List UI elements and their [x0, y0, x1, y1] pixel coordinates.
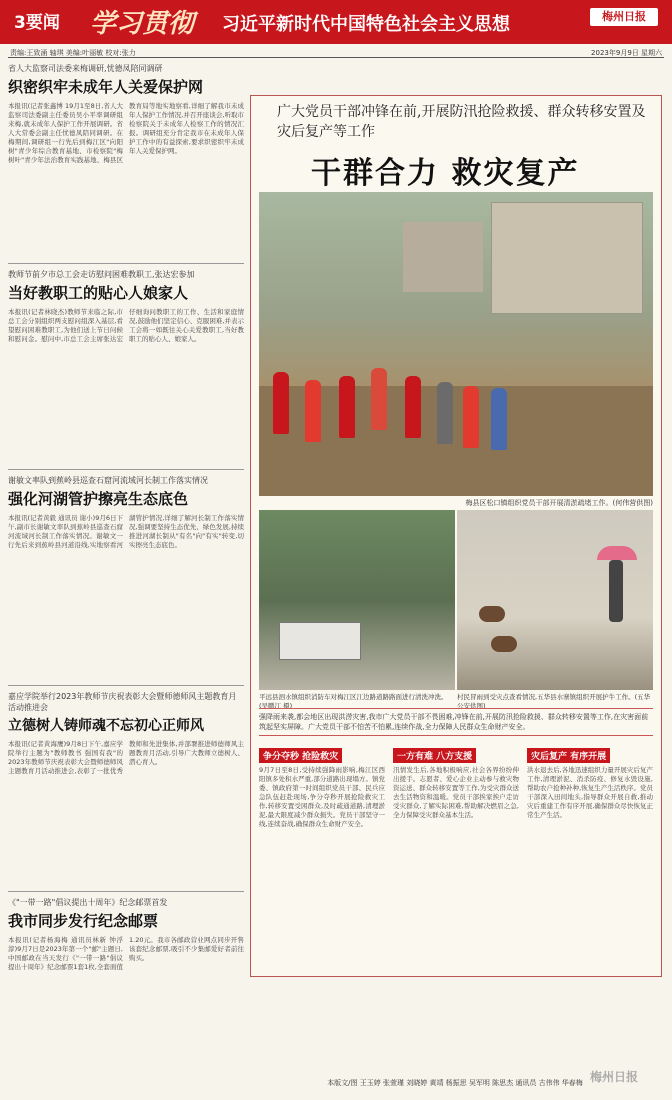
cow-shape	[479, 606, 505, 622]
subsection-text: 洪水退去后,各地迅速组织力量开展灾后复产工作,清理淤泥、消杀防疫、修复水毁设施,帮助农户抢种补种,恢复生产生活秩序。党员干部深入田间地头,指导群众开展自救,推动灾后重建工作有序开展,确保群众尽快恢复正常生产生活。	[527, 766, 653, 819]
issue-date: 2023年9月9日 星期六	[591, 49, 662, 57]
person-shape	[609, 560, 623, 622]
story-headline: 强化河湖管护擦亮生态底色	[8, 490, 189, 508]
truck-shape	[279, 622, 361, 660]
subsection-text: 汛情发生后,各地积极响应,社会各界纷纷伸出援手。志愿者、爱心企业主动参与救灾物资运送、群众转移安置等工作,为受灾群众送去生活物资和温暖。党员干部挨家挨户走访受灾群众,了解实际困难,帮助解决燃眉之急,全力保障受灾群众基本生活。	[393, 766, 519, 819]
photo-cattle-rescue	[457, 510, 653, 690]
worker-figure	[371, 368, 387, 430]
building-shape	[403, 222, 483, 292]
story-headline: 立德树人铸师魂不忘初心正师风	[8, 718, 204, 734]
story-river-management	[8, 475, 244, 686]
story-body: 本报讯(记者林晓杰)教师节来临之际,市总工会分别组织两支慰问组深入基层,看望慰问困难教职工,为他们送上节日问候和慰问金。慰问中,市总工会主席张达宏仔细询问教职工的工作、生活和家庭情况,鼓励他们坚定信心、克服困难,并表示工会将一如既往关心关爱教职工,当好教职工的贴心人、娘家人。	[8, 308, 244, 343]
worker-figure	[305, 380, 321, 442]
header-rule	[8, 57, 664, 58]
subsection-rescue	[259, 744, 385, 969]
feature-credits: 本版文/图 王玉婷 张萱瑾 刘晓婷 黄靖 杨振思 吴军明 陈思杰 通讯员 古伟伟 华春梅	[327, 1079, 583, 1087]
feature-story	[250, 95, 662, 977]
umbrella-shape	[597, 546, 637, 560]
story-kicker: 《"一带一路"倡议提出十周年》纪念邮票首发	[8, 898, 168, 907]
worker-figure	[405, 376, 421, 438]
story-stamps	[8, 897, 244, 1093]
story-body: 本报讯(记者杨海梅 通讯员林新 钟浮淳)9月7日是2023年第一个"邮"主题日,中国邮政在当天发行《"一带一路"倡议提出十周年》纪念邮票1套1枚,全套面值1.20元。我市各邮政营业网点同步开售该套纪念邮票,吸引不少集邮爱好者前往购买。	[8, 936, 244, 971]
story-headline: 当好教职工的贴心人娘家人	[8, 284, 189, 302]
cow-shape	[491, 636, 517, 652]
worker-figure	[273, 372, 289, 434]
subsection-heading: 一方有难 八方支援	[393, 748, 476, 763]
photo-b-caption: 村民冒雨到受灾点查看情况,五华县水寨镇组织开展护牛工作。(五华公安供图)	[457, 693, 651, 710]
subsection-text: 9月7日至8日,受持续强降雨影响,梅江区西阳镇多处积水严重,部分道路出现塌方。镇党委、镇政府第一时间组织党员干部、民兵应急队伍赶赴现场,争分夺秒开展抢险救灾工作,转移安置受困群众,及时疏通道路,清理淤泥,最大限度减少群众损失。党员干部坚守一线,连续奋战,确保群众生命财产安全。	[259, 766, 385, 828]
feature-kicker: 广大党员干部冲锋在前,开展防汛抢险救援、群众转移安置及灾后复产等工作	[277, 104, 646, 140]
worker-figure	[491, 388, 507, 450]
brand-title: 学习贯彻	[90, 9, 195, 39]
edition-label: 3要闻	[14, 13, 60, 33]
staff-line: 责编:王致涌 轴琪 美编:叶丽敏 校对:张力	[10, 49, 136, 57]
newspaper-logo: 梅州日报	[590, 8, 658, 26]
feature-intro: 强降雨来袭,都会地区出现洪涝灾害,我市广大党员干部不畏困难,冲锋在前,开展防汛抢险救援、群众转移安置等工作,在灾害面前筑起坚实屏障。广大党员干部不怕苦不怕累,连续作战,全力保障人民群众生命财产安全。	[259, 708, 653, 736]
banner-title: 习近平新时代中国特色社会主义思想	[222, 14, 510, 35]
story-headline: 我市同步发行纪念邮票	[8, 912, 159, 930]
story-headline: 织密织牢未成年人关爱保护网	[8, 78, 204, 96]
worker-figure	[437, 382, 453, 444]
subsection-support	[393, 744, 519, 969]
story-kicker: 教师节前夕市总工会走访慰问困难教职工,张达宏参加	[8, 270, 195, 279]
subsection-recovery	[527, 744, 653, 969]
story-teachers-day	[8, 691, 244, 892]
watermark: 梅州日报	[590, 1070, 639, 1084]
story-teachers-visit	[8, 269, 244, 470]
feature-headline: 干群合力 救灾复产	[311, 156, 580, 191]
subsection-heading: 灾后复产 有序开展	[527, 748, 610, 763]
masthead-banner	[0, 0, 672, 44]
main-photo-flood-cleanup	[259, 192, 653, 496]
story-body: 本报讯(记者张鑫博 19月1至8日,省人大监察司法委副主任委员吴小平率调研组来梅,就未成年人保护工作开展调研。省人大常委会副主任忧德凤陪同调研。在梅期间,调研组一行先后到梅江区"向阳树"青少年综合教育基地、市检察院"梅树叶"青少年法治教育实践基地、梅县区教育局等地实地察看,详细了解我市未成年人保护工作情况,并召开座谈会,听取市检察院关于未成年人检察工作的情况汇报。调研组充分肯定我市在未成年人保护工作中的有益探索,要求织密织牢未成年人关爱保护网。	[8, 102, 244, 164]
worker-figure	[339, 376, 355, 438]
photo-road-washing	[259, 510, 455, 690]
subsection-heading: 争分夺秒 抢险救灾	[259, 748, 342, 763]
story-kicker: 谢敏文率队到蕉岭县巡查石窟河流域河长制工作落实情况	[8, 476, 208, 485]
photo-a-caption: 平远县泗水镇组织消防车对梅江区江边路道路路面进行清洗冲洗。(吴鹏江 摄)	[259, 693, 448, 710]
worker-figure	[463, 386, 479, 448]
left-column	[8, 63, 244, 1093]
story-body: 本报讯(记者黄毅 通讯员 谢小)9月6日下午,副市长谢敏文率队到蕉岭县巡查石窟河流域河长制工作落实情况。谢敏文一行先后来到蕉岭县河道沿线,实地察看河湖管护情况,详细了解河长制工作落实情况,强调要坚持生态优先、绿色发展,持续推进河湖长制从"有名"向"有实"转变,切实擦亮生态底色。	[8, 514, 244, 549]
story-kicker: 省人大监察司法委来梅调研,忧德凤陪同调研	[8, 64, 163, 73]
building-shape	[491, 202, 643, 314]
story-minors-protection	[8, 63, 244, 264]
story-body: 本报讯(记者黄海鹰)9月8日下午,嘉应学院举行主题为"教师教书 强国有我"的2023年教师节庆祝表彰大会暨师德师风主题教育月活动推进会,表彰了一批优秀教师和先进集体,并部署推进师德师风主题教育月活动,引导广大教师立德树人、潜心育人。	[8, 740, 244, 775]
main-photo-caption: 梅县区松口镇组织党员干部开展清淤疏堵工作。(何伟营供图)	[465, 499, 653, 507]
story-kicker: 嘉应学院举行2023年教师节庆祝表彰大会暨师德师风主题教育月活动推进会	[8, 692, 237, 712]
